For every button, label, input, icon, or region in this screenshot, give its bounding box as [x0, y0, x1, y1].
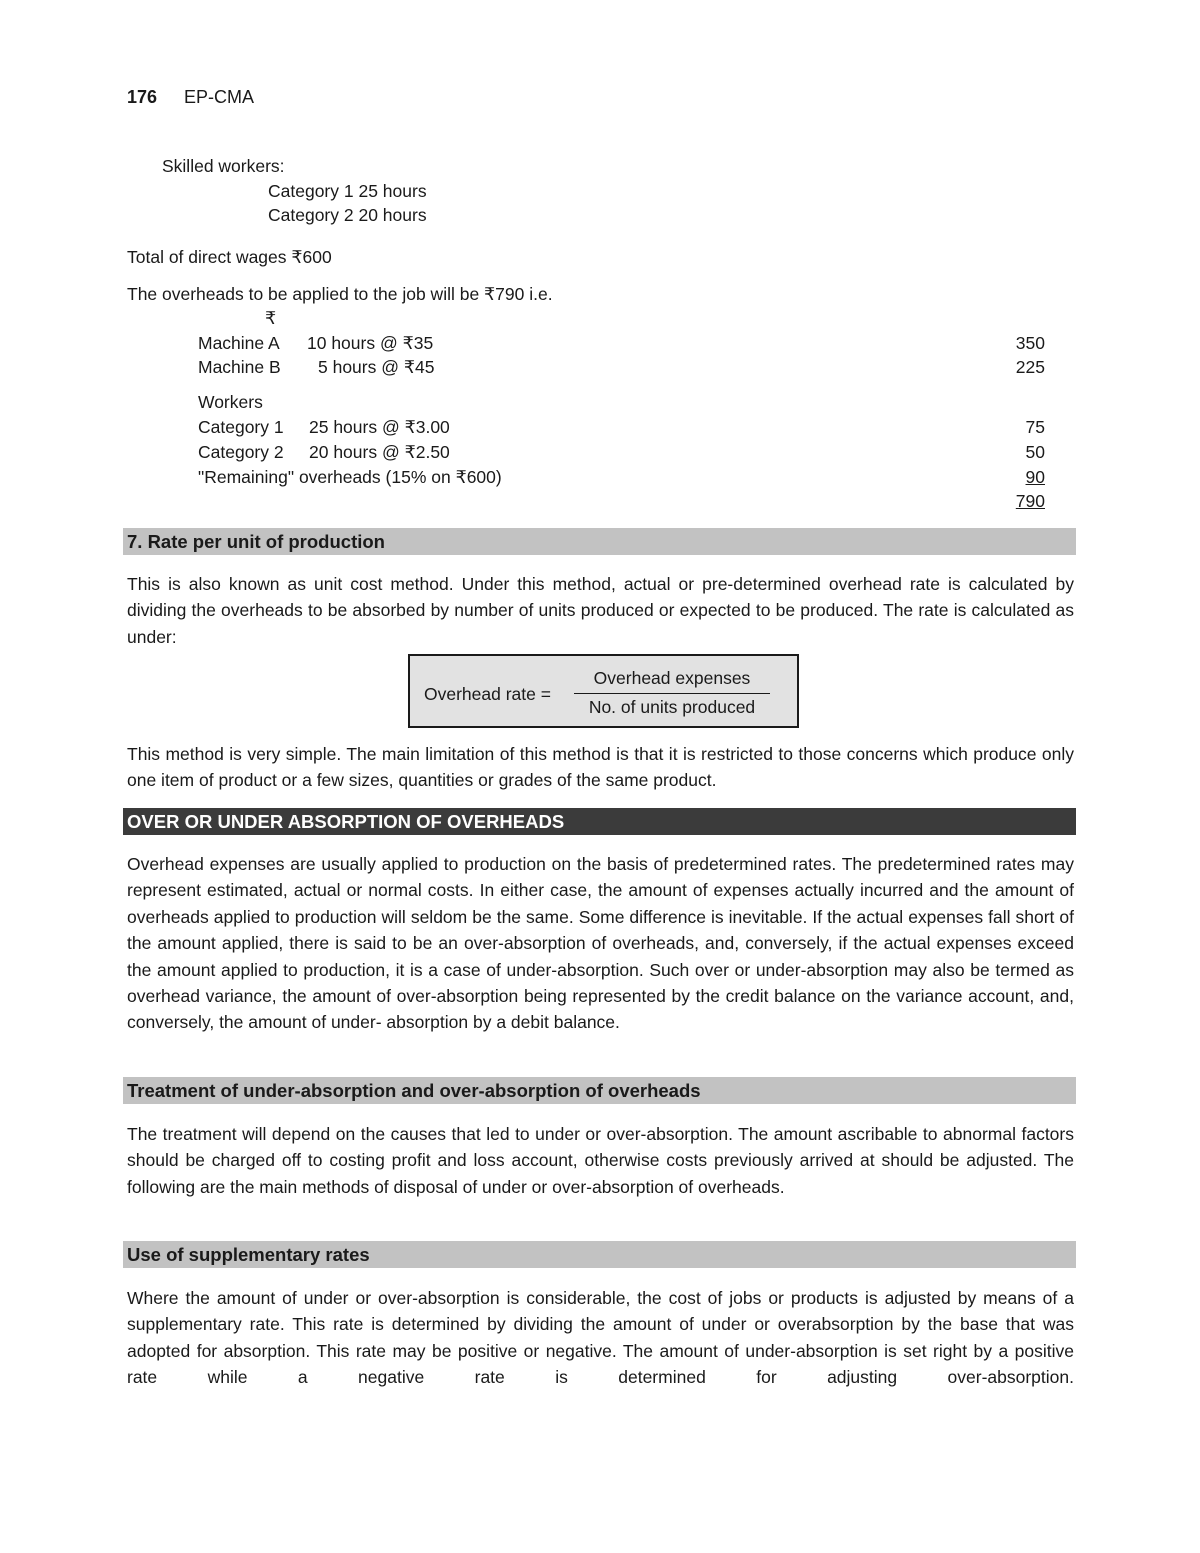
treatment-heading-bar — [123, 1077, 1076, 1104]
category-1-detail: 25 hours @ ₹3.00 — [309, 417, 450, 437]
machine-a-detail: 10 hours @ ₹35 — [307, 333, 434, 353]
machine-b-amount: 225 — [1015, 357, 1045, 377]
machine-a-label: Machine A — [198, 333, 280, 353]
category-2-label: Category 2 — [198, 442, 284, 462]
formula-lhs: Overhead rate = — [424, 684, 551, 704]
overheads-total-value: 790 — [1015, 491, 1045, 511]
overhead-rate-formula — [408, 654, 799, 728]
category-2-amount: 50 — [1025, 442, 1045, 462]
machine-b-label: Machine B — [198, 357, 281, 377]
treatment-paragraph: The treatment will depend on the causes that led to under or over-absorption. The amount ascribable to abnormal factors should be charged off to costing profit and loss account, otherwise costs previously arrived at should be adjusted. The following are the main methods of disposal of under or over-absorption of overheads. — [127, 1124, 1074, 1197]
currency-column-header: ₹ — [265, 308, 277, 328]
absorption-heading-bar — [123, 808, 1076, 835]
page-number: 176 — [127, 87, 158, 107]
formula-numerator: Overhead expenses — [593, 668, 751, 688]
section-7-paragraph-1: This is also known as unit cost method. Under this method, actual or pre-determined overhead rate is calculated by dividing the overheads to be absorbed by number of units produced or expected to be produced. The rate is calculated as under: — [127, 574, 1074, 647]
supplementary-title: Use of supplementary rates — [127, 1244, 370, 1265]
skilled-category-2: Category 2 20 hours — [268, 205, 427, 225]
remaining-overheads-value: 90 — [1025, 467, 1045, 487]
overheads-intro: The overheads to be applied to the job will be ₹790 i.e. — [127, 284, 553, 304]
skilled-workers-heading: Skilled workers: — [162, 156, 285, 176]
supplementary-paragraph: Where the amount of under or over-absorption is considerable, the cost of jobs or products is adjusted by means of a supplementary rate. This rate is determined by dividing the amount of under or overabsorption by the base that was adopted for absorption. This rate may be positive or negative. The amount of under-absorption is set right by a positive rate while a negative rate is determined for adjusting over-absorption. — [127, 1288, 1074, 1388]
treatment-title: Treatment of under-absorption and over-absorption of overheads — [127, 1080, 701, 1101]
category-2-detail: 20 hours @ ₹2.50 — [309, 442, 450, 462]
formula-denominator: No. of units produced — [588, 697, 756, 717]
machine-a-amount: 350 — [1015, 333, 1045, 353]
machine-b-detail: 5 hours @ ₹45 — [318, 357, 435, 377]
absorption-paragraph: Overhead expenses are usually applied to production on the basis of predetermined rates. The predetermined rates may represent estimated, actual or normal costs. In either case, the amount of expenses actually incurred and the amount of overheads applied to production will seldom be the same. Some difference is inevitable. If the actual expenses fall short of the amount applied, there is said to be an over-absorption of overheads, and, conversely, if the actual expenses exceed the amount applied to production, it is a case of under-absorption. Such over or under-absorption may also be termed as overhead variance, the amount of over-absorption being represented by the credit balance on the variance account, and, conversely, the amount of under- absorption by a debit balance. — [127, 854, 1074, 1033]
section-7-paragraph-2: This method is very simple. The main limitation of this method is that it is restricted to those concerns which produce only one item of product or a few sizes, quantities or grades of the same product. — [127, 744, 1074, 791]
section-7-heading-bar — [123, 528, 1076, 555]
supplementary-heading-bar — [123, 1241, 1076, 1268]
fraction-bar — [574, 693, 770, 694]
total-direct-wages: Total of direct wages ₹600 — [127, 247, 332, 267]
overheads-total — [945, 490, 1045, 512]
category-1-label: Category 1 — [198, 417, 284, 437]
book-title: EP-CMA — [184, 87, 255, 107]
section-7-title: 7. Rate per unit of production — [127, 531, 385, 552]
absorption-title: OVER OR UNDER ABSORPTION OF OVERHEADS — [127, 811, 565, 832]
remaining-overheads-amount — [1015, 466, 1045, 488]
category-1-amount: 75 — [1025, 417, 1045, 437]
remaining-overheads-label: "Remaining" overheads (15% on ₹600) — [198, 467, 502, 487]
workers-heading: Workers — [198, 392, 263, 412]
skilled-category-1: Category 1 25 hours — [268, 181, 427, 201]
